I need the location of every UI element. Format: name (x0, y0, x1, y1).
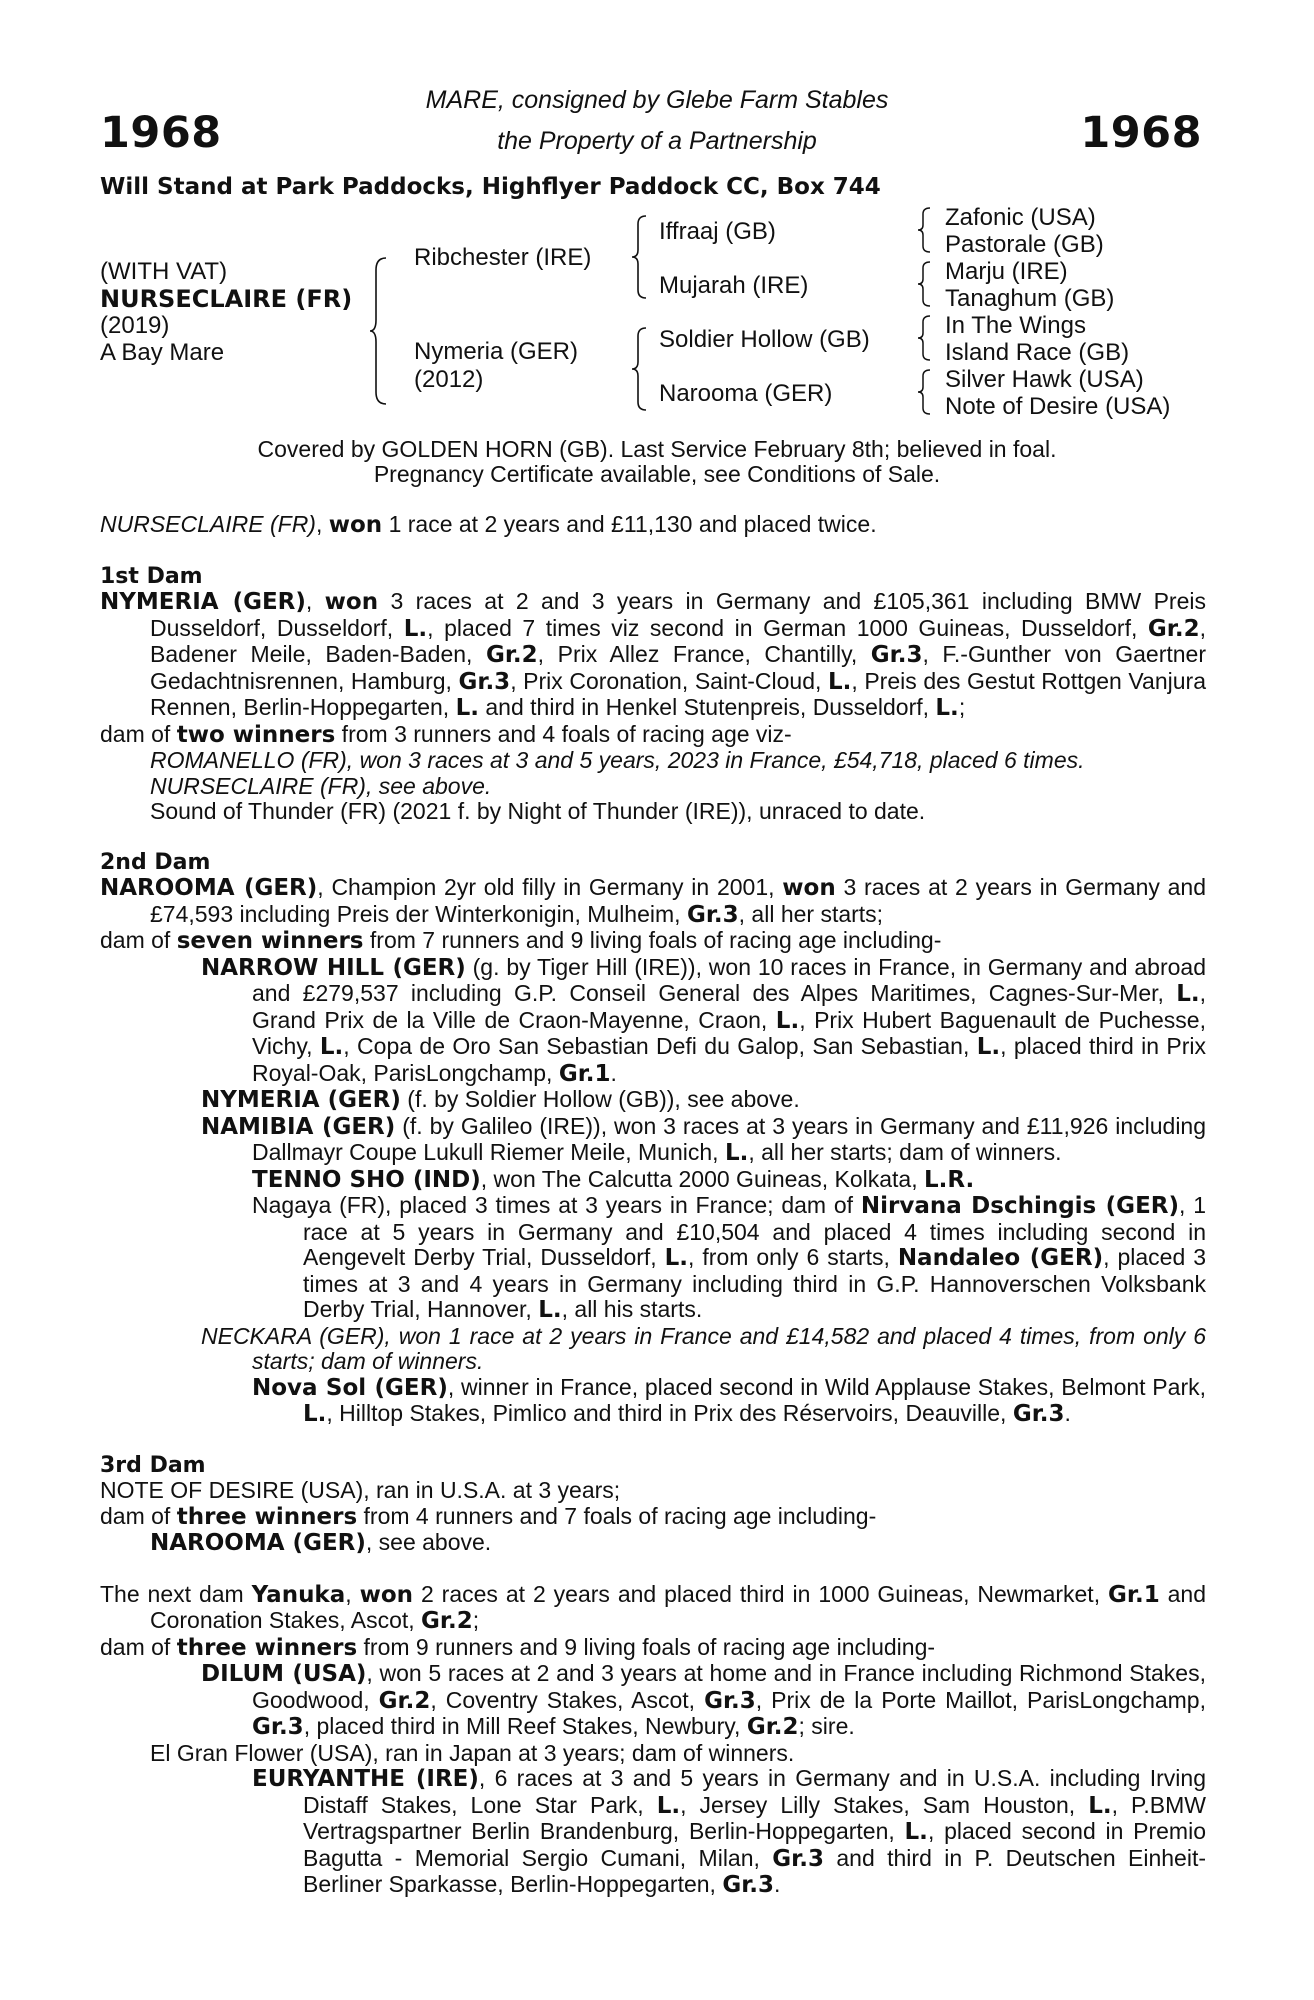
next-dam-grandfoal-1: EURYANTHE (IRE), 6 races at 3 and 5 years in Germany and in U.S.A. including Irving Distaff Stakes, Lone Star Park, L., Jersey Lilly Stakes, Sam Houston, L., P.BMW Vertragspartner Berlin Brandenburg, Berlin-Hoppegarten, L., placed second in Premio Bagutta - Memorial Sergio Cumani, Milan, Gr.3 and third in P. Deutschen Einheit-Berliner Sparkasse, Berlin-Hoppegarten, Gr.3. (252, 1765, 1206, 1898)
pedigree-g6: Island Race (GB) (945, 339, 1130, 366)
lot-number-left: 1968 (100, 108, 222, 158)
pedigree-g5: In The Wings (945, 312, 1086, 339)
next-dam-record: The next dam Yanuka, won 2 races at 2 years and placed third in 1000 Guineas, Newmarket, Gr.1 and Coronation Stakes, Ascot, Gr.2; (100, 1580, 1207, 1634)
horse-year: (2019) (100, 312, 170, 339)
first-dam-foal-1: ROMANELLO (FR), won 3 races at 3 and 5 years, 2023 in France, £54,718, placed 6 times. (150, 747, 1085, 773)
second-dam-grandfoal-1: TENNO SHO (IND), won The Calcutta 2000 Guineas, Kolkata, L.R. (252, 1165, 975, 1193)
second-dam-foal-1: NARROW HILL (GER) (g. by Tiger Hill (IRE)), won 10 races in France, in Germany and abroad and £279,537 including G.P. Conseil General des Alpes Maritimes, Cagnes-Sur-Mer, L., Grand Prix de la Ville de Craon-Mayenne, Craon, L., Prix Hubert Baguenault de Puchesse, Vichy, L., Copa de Oro San Sebastian Defi du Galop, San Sebastian, L., placed third in Prix Royal-Oak, ParisLongchamp, Gr.1. (201, 953, 1206, 1087)
vat-label: (WITH VAT) (100, 258, 228, 285)
second-dam-foal-3: NAMIBIA (GER) (f. by Galileo (IRE)), won 3 races at 3 years in Germany and £11,926 including Dallmayr Coupe Lukull Riemer Meile, Munich, L., all her starts; dam of winners. (201, 1112, 1207, 1166)
pedigree-dam-dam: Narooma (GER) (659, 380, 833, 407)
third-dam-heading: 3rd Dam (100, 1452, 206, 1478)
stand-location: Will Stand at Park Paddocks, Highflyer Paddock CC, Box 744 (100, 174, 881, 200)
second-dam-foal-2: NYMERIA (GER) (f. by Soldier Hollow (GB)), see above. (201, 1086, 800, 1113)
first-dam-heading: 1st Dam (100, 563, 203, 589)
pedigree-g2: Pastorale (GB) (945, 231, 1104, 258)
second-dam-foal-4: NECKARA (GER), won 1 race at 2 years in France and £14,582 and placed 4 times, from only 6 starts; dam of winners. (201, 1322, 1206, 1374)
pedigree-brace-sire (632, 214, 650, 300)
covered-line: Covered by GOLDEN HORN (GB). Last Service February 8th; believed in foal. (257, 436, 1057, 462)
property-line: the Property of a Partnership (497, 127, 817, 155)
horse-description: A Bay Mare (100, 339, 225, 366)
horse-name: NURSECLAIRE (FR) (100, 285, 353, 313)
pedigree-brace-g1 (918, 206, 934, 254)
next-dam-summary: dam of three winners from 9 runners and 9 living foals of racing age including- (100, 1633, 936, 1661)
second-dam-record: NAROOMA (GER), Champion 2yr old filly in Germany in 2001, won 3 races at 2 years in Germany and £74,593 including Preis der Winterkonigin, Mulheim, Gr.3, all her starts; (100, 874, 1207, 928)
next-dam-foal-2: El Gran Flower (USA), ran in Japan at 3 years; dam of winners. (150, 1739, 795, 1766)
pedigree-g4: Tanaghum (GB) (945, 285, 1115, 312)
third-dam-record: NOTE OF DESIRE (USA), ran in U.S.A. at 3 years; (100, 1477, 621, 1503)
pedigree-dam-year: (2012) (414, 366, 484, 393)
pedigree-dam-sire: Soldier Hollow (GB) (659, 326, 870, 353)
pedigree-sire: Ribchester (IRE) (414, 244, 592, 271)
first-dam-foal-2: NURSECLAIRE (FR), see above. (150, 772, 492, 799)
pedigree-brace-g2 (918, 260, 934, 308)
pedigree-g1: Zafonic (USA) (945, 204, 1096, 231)
pedigree-dam: Nymeria (GER) (414, 338, 579, 365)
third-dam-summary: dam of three winners from 4 runners and 7 foals of racing age including- (100, 1502, 877, 1530)
next-dam-foal-1: DILUM (USA), won 5 races at 2 and 3 years at home and in France including Richmond Stakes, Goodwood, Gr.2, Coventry Stakes, Ascot, Gr.3, Prix de la Porte Maillot, ParisLongchamp, Gr.3, placed third in Mill Reef Stakes, Newbury, Gr.2; sire. (201, 1660, 1206, 1740)
pedigree-brace-dam (632, 326, 650, 412)
pedigree-brace-g4 (918, 368, 934, 416)
pedigree-brace-g3 (918, 314, 934, 362)
second-dam-grandfoal-3: Nova Sol (GER), winner in France, placed second in Wild Applause Stakes, Belmont Park, L., Hilltop Stakes, Pimlico and third in Prix des Réservoirs, Deauville, Gr.3. (252, 1373, 1206, 1427)
first-dam-foal-3: Sound of Thunder (FR) (2021 f. by Night of Thunder (IRE)), unraced to date. (150, 798, 926, 824)
pedigree-g8: Note of Desire (USA) (945, 393, 1171, 420)
pedigree-g7: Silver Hawk (USA) (945, 366, 1144, 393)
second-dam-summary: dam of seven winners from 7 runners and 9 living foals of racing age including- (100, 927, 942, 954)
third-dam-foal-1: NAROOMA (GER), see above. (150, 1529, 492, 1556)
race-record: NURSECLAIRE (FR), won 1 race at 2 years and £11,130 and placed twice. (100, 511, 877, 538)
pedigree-brace-main (370, 256, 390, 406)
pregnancy-line: Pregnancy Certificate available, see Conditions of Sale. (373, 461, 941, 487)
pedigree-sire-sire: Iffraaj (GB) (659, 218, 776, 245)
pedigree-sire-dam: Mujarah (IRE) (659, 272, 809, 299)
pedigree-g3: Marju (IRE) (945, 258, 1068, 285)
first-dam-record: NYMERIA (GER), won 3 races at 2 and 3 years in Germany and £105,361 including BMW Preis Dusseldorf, Dusseldorf, L., placed 7 times viz second in German 1000 Guineas, Dusseldorf, Gr.2, Badener Meile, Baden-Baden, Gr.2, Prix Allez France, Chantilly, Gr.3, F.-Gunther von Gaertner Gedachtnisrennen, Hamburg, Gr.3, Prix Coronation, Saint-Cloud, L., Preis des Gestut Rottgen Vanjura Rennen, Berlin-Hoppegarten, L. and third in Henkel Stutenpreis, Dusseldorf, L.; (100, 588, 1206, 721)
lot-number-right: 1968 (1080, 108, 1202, 158)
second-dam-heading: 2nd Dam (100, 849, 211, 875)
first-dam-summary: dam of two winners from 3 runners and 4 foals of racing age viz- (100, 720, 792, 748)
consignor-line: MARE, consigned by Glebe Farm Stables (425, 86, 889, 114)
produce-record (100, 512, 1206, 1899)
second-dam-grandfoal-2: Nagaya (FR), placed 3 times at 3 years in France; dam of Nirvana Dschingis (GER), 1 race at 5 years in Germany and £10,504 and placed 4 times including second in Aengevelt Derby Trial, Dusseldorf, L., from only 6 starts, Nandaleo (GER), placed 3 times at 3 and 4 years in Germany including third in G.P. Hannoverschen Volksbank Derby Trial, Hannover, L., all his starts. (252, 1192, 1206, 1323)
